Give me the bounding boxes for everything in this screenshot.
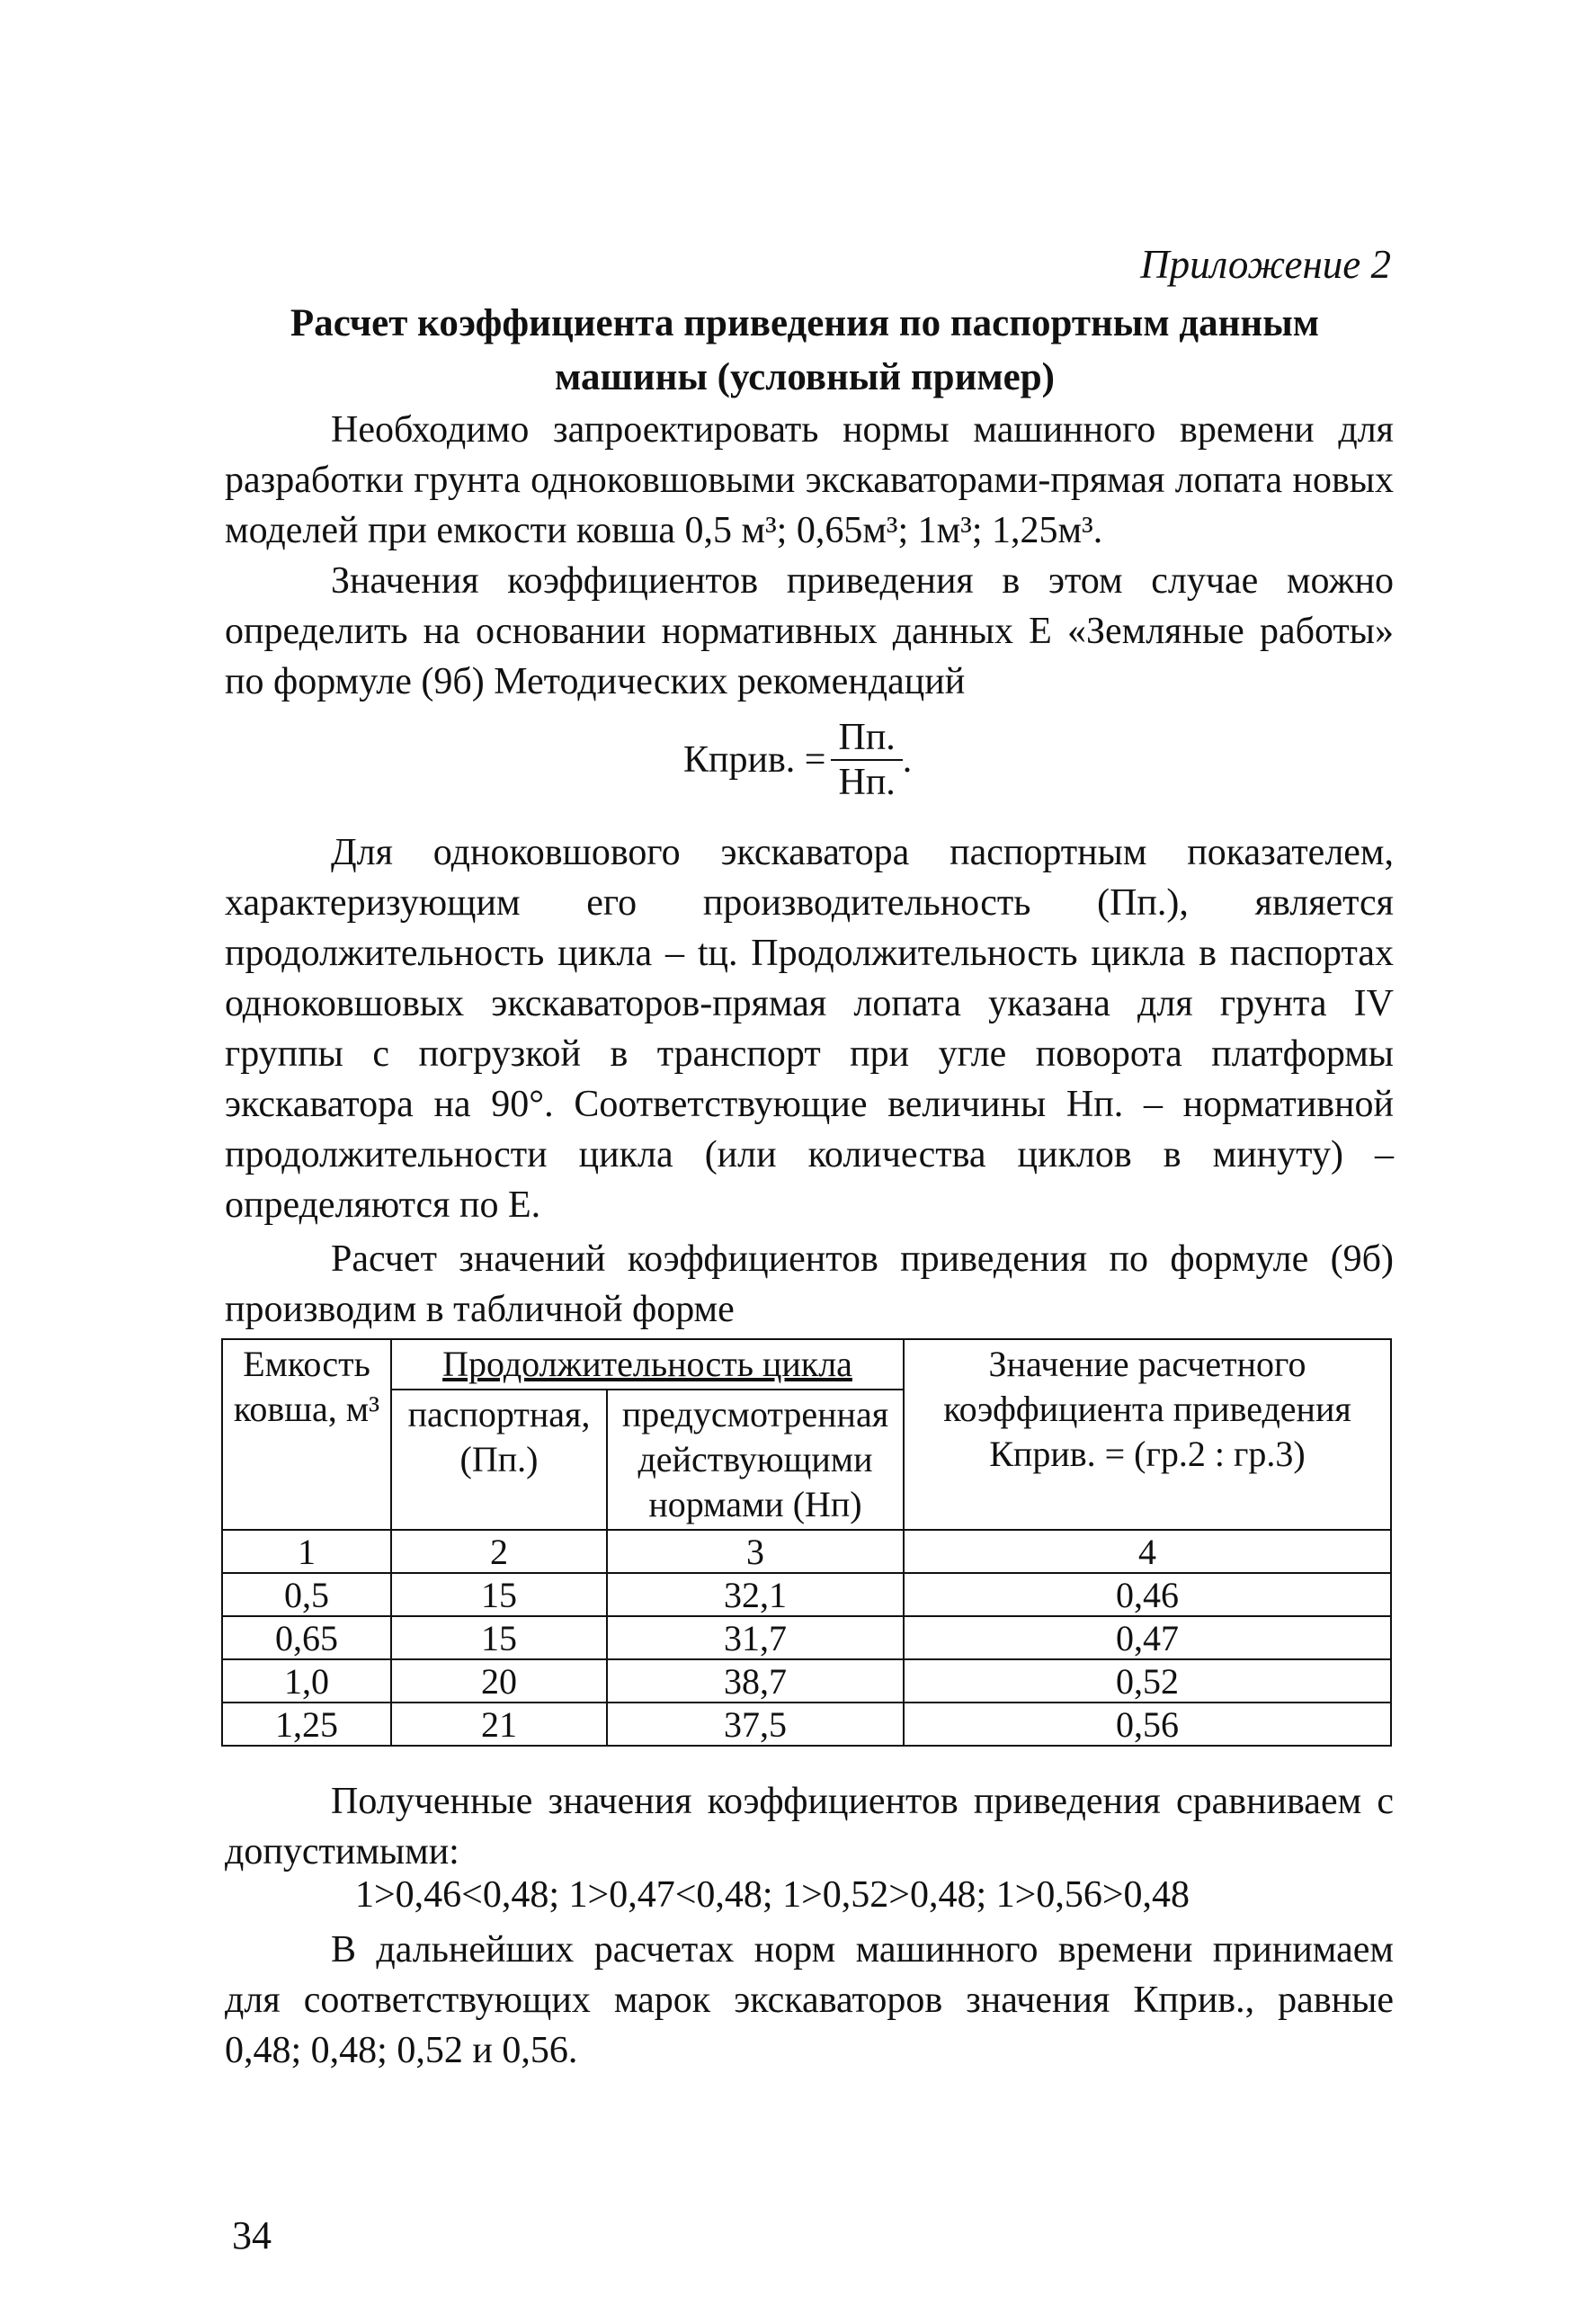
title-line-1: Расчет коэффициента приведения по паспортным данным bbox=[290, 302, 1320, 344]
formula-tail: . bbox=[902, 739, 913, 781]
cell-capacity: 0,65 bbox=[222, 1616, 391, 1659]
paragraph-method: Значения коэффициентов приведения в этом случае можно определить на основании нормативных данных Е «Земляные работы» по формуле (9б) Методических рекомендаций bbox=[225, 560, 1394, 702]
table-column-numbers-row bbox=[222, 1530, 1391, 1573]
appendix-label: Приложение 2 bbox=[1140, 242, 1391, 287]
title-line-2: машины (условный пример) bbox=[555, 356, 1055, 398]
cell-passport: 15 bbox=[391, 1573, 607, 1616]
column-number: 4 bbox=[904, 1530, 1391, 1573]
table-row bbox=[222, 1573, 1391, 1616]
comparison-line: 1>0,46<0,48; 1>0,47<0,48; 1>0,52>0,48; 1>0,56>0,48 bbox=[355, 1874, 1190, 1916]
cell-capacity: 1,25 bbox=[222, 1703, 391, 1746]
table-row bbox=[222, 1659, 1391, 1703]
cell-norm: 31,7 bbox=[607, 1616, 904, 1659]
cell-passport: 15 bbox=[391, 1616, 607, 1659]
table-header-row bbox=[222, 1339, 1391, 1390]
header-passport: паспортная, (Пп.) bbox=[391, 1390, 607, 1530]
cell-capacity: 1,0 bbox=[222, 1659, 391, 1703]
formula-lhs: Кприв. = bbox=[683, 739, 826, 781]
cell-coefficient: 0,47 bbox=[904, 1616, 1391, 1659]
header-coefficient: Значение расчетного коэффициента приведения Кприв. = (гр.2 : гр.3) bbox=[904, 1339, 1391, 1530]
table-row bbox=[222, 1616, 1391, 1659]
paragraph-intro: Необходимо запроектировать нормы машинного времени для разработки грунта одноковшовыми экскаваторами-прямая лопата новых моделей при емкости ковша 0,5 м³; 0,65м³; 1м³; 1,25м³. bbox=[225, 409, 1394, 551]
header-cycle-duration: Продолжительность цикла bbox=[391, 1339, 904, 1390]
formula-numerator: Пп. bbox=[831, 716, 902, 761]
column-number: 1 bbox=[222, 1530, 391, 1573]
coefficient-table bbox=[221, 1338, 1392, 1747]
cell-capacity: 0,5 bbox=[222, 1573, 391, 1616]
paragraph-table-intro: Расчет значений коэффициентов приведения по формуле (9б) производим в табличной форме bbox=[225, 1238, 1394, 1330]
column-number: 2 bbox=[391, 1530, 607, 1573]
cell-coefficient: 0,56 bbox=[904, 1703, 1391, 1746]
cell-norm: 38,7 bbox=[607, 1659, 904, 1703]
cell-norm: 37,5 bbox=[607, 1703, 904, 1746]
paragraph-conclusion: В дальнейших расчетах норм машинного времени принимаем для соответствующих марок экскаваторов значения Кприв., равные 0,48; 0,48; 0,52 и 0,56. bbox=[225, 1929, 1394, 2071]
cell-norm: 32,1 bbox=[607, 1573, 904, 1616]
cell-coefficient: 0,52 bbox=[904, 1659, 1391, 1703]
paragraph-explanation: Для одноковшового экскаватора паспортным показателем, характеризующим его производительность (Пп.), является продолжительность цикла – tц. Продолжительность цикла в паспортах одноковшовых экскаваторов-прямая лопата указана для грунта IV группы с погрузкой в транспорт при угле поворота платформы экскаватора на 90°. Соответствующие величины Нп. – нормативной продолжительности цикла (или количества циклов в минуту) – определяются по Е. bbox=[225, 832, 1394, 1226]
formula-denominator: Нп. bbox=[838, 762, 896, 803]
column-number: 3 bbox=[607, 1530, 904, 1573]
paragraph-comparison-intro: Полученные значения коэффициентов приведения сравниваем с допустимыми: bbox=[225, 1781, 1394, 1872]
formula bbox=[683, 711, 912, 809]
cell-passport: 20 bbox=[391, 1659, 607, 1703]
header-capacity: Емкость ковша, м³ bbox=[222, 1339, 391, 1530]
header-norm: предусмотренная действующими нормами (Нп) bbox=[607, 1390, 904, 1530]
page-number: 34 bbox=[232, 2213, 272, 2257]
formula-fraction bbox=[831, 716, 902, 804]
cell-passport: 21 bbox=[391, 1703, 607, 1746]
page-title bbox=[225, 297, 1385, 405]
cell-coefficient: 0,46 bbox=[904, 1573, 1391, 1616]
table-row bbox=[222, 1703, 1391, 1746]
